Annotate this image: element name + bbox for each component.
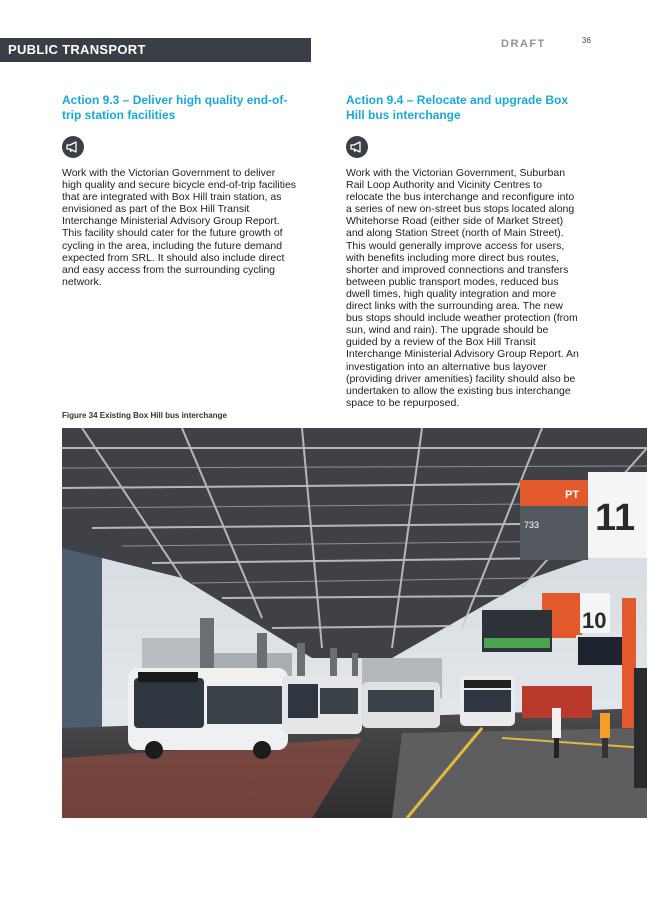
page-number: 36 [582,36,591,45]
megaphone-icon [62,136,84,158]
action-9-3-body [62,167,314,288]
action-9-4-body [346,167,596,409]
bus-interchange-photo [62,428,647,818]
bus-3 [362,682,440,728]
body-line: dwell times, high quality integration and more [346,287,557,300]
body-line: undertaken to allow the existing bus interchange [346,384,571,397]
action-9-3-title: Action 9.3 – Deliver high quality end-of- trip station facilities [62,93,288,122]
body-line: bus stops should include weather protection (from [346,312,578,325]
action-9-4-title: Action 9.4 – Relocate and upgrade Box Hill bus interchange [346,93,569,122]
action-9-3-section [62,93,314,288]
body-line: envisioned as part of the Box Hill Transit [62,203,250,216]
body-line: expected from SRL. It should also include direct [62,251,285,264]
figure-caption: Figure 34 Existing Box Hill bus interchange [62,411,227,420]
bus-2 [282,676,362,734]
body-line: space to be repurposed. [346,396,460,409]
action-9-4-section [346,93,596,409]
bay-number-10: 10 [582,608,607,633]
bus-4 [460,676,515,726]
body-line: network. [62,275,102,288]
body-line: a series of new on-street bus stops located along [346,203,575,216]
body-line: between public transport modes, reduced bus [346,275,559,288]
body-line: Work with the Victorian Government to deliver [62,167,276,179]
bay-number-11: 11 [595,497,636,539]
pt-logo: PT [565,489,580,501]
body-line: cycling in the area, including the future demand [62,239,283,252]
body-line: Interchange Ministerial Advisory Group Report. An [346,348,579,361]
body-line: Rail Loop Authority and Vicinity Centres to [346,179,542,192]
body-line: Interchange Ministerial Advisory Group Report. [62,215,280,228]
body-line: guided by a review of the Box Hill Transit [346,336,536,349]
body-line: (providing driver amenities) facility should also be [346,372,576,385]
route-number: 733 [524,520,540,530]
section-title: PUBLIC TRANSPORT [8,42,146,57]
body-line: This would generally improve access for users, [346,239,565,252]
body-line: investigation into an alternative bus layover [346,360,547,373]
body-line: direct links with the surrounding area. The new [346,300,563,313]
bus-interchange-illustration [62,428,647,818]
body-line: Whitehorse Road (either side of Market Street) [346,215,564,228]
megaphone-icon [346,136,368,158]
body-line: Work with the Victorian Government, Suburban [346,167,566,179]
body-line: with benefits including more direct bus routes, [346,251,560,264]
draft-label: DRAFT [501,38,546,50]
body-line: relocate the bus interchange and reconfigure into [346,191,575,204]
body-line: and along Station Street (north of Main Street). [346,227,564,240]
body-line: and easy access from the surrounding cycling [62,263,276,276]
body-line: This facility should cater for the future growth of [62,227,283,240]
body-line: sun, wind and rain). The upgrade should be [346,324,549,337]
bus-1 [128,668,288,759]
body-line: high quality and secure bicycle end-of-trip facilities [62,179,297,192]
body-line: that are integrated with Box Hill train station, as [62,191,282,204]
body-line: shorter and improved connections and transfers [346,263,569,276]
section-header-bar [0,38,311,62]
